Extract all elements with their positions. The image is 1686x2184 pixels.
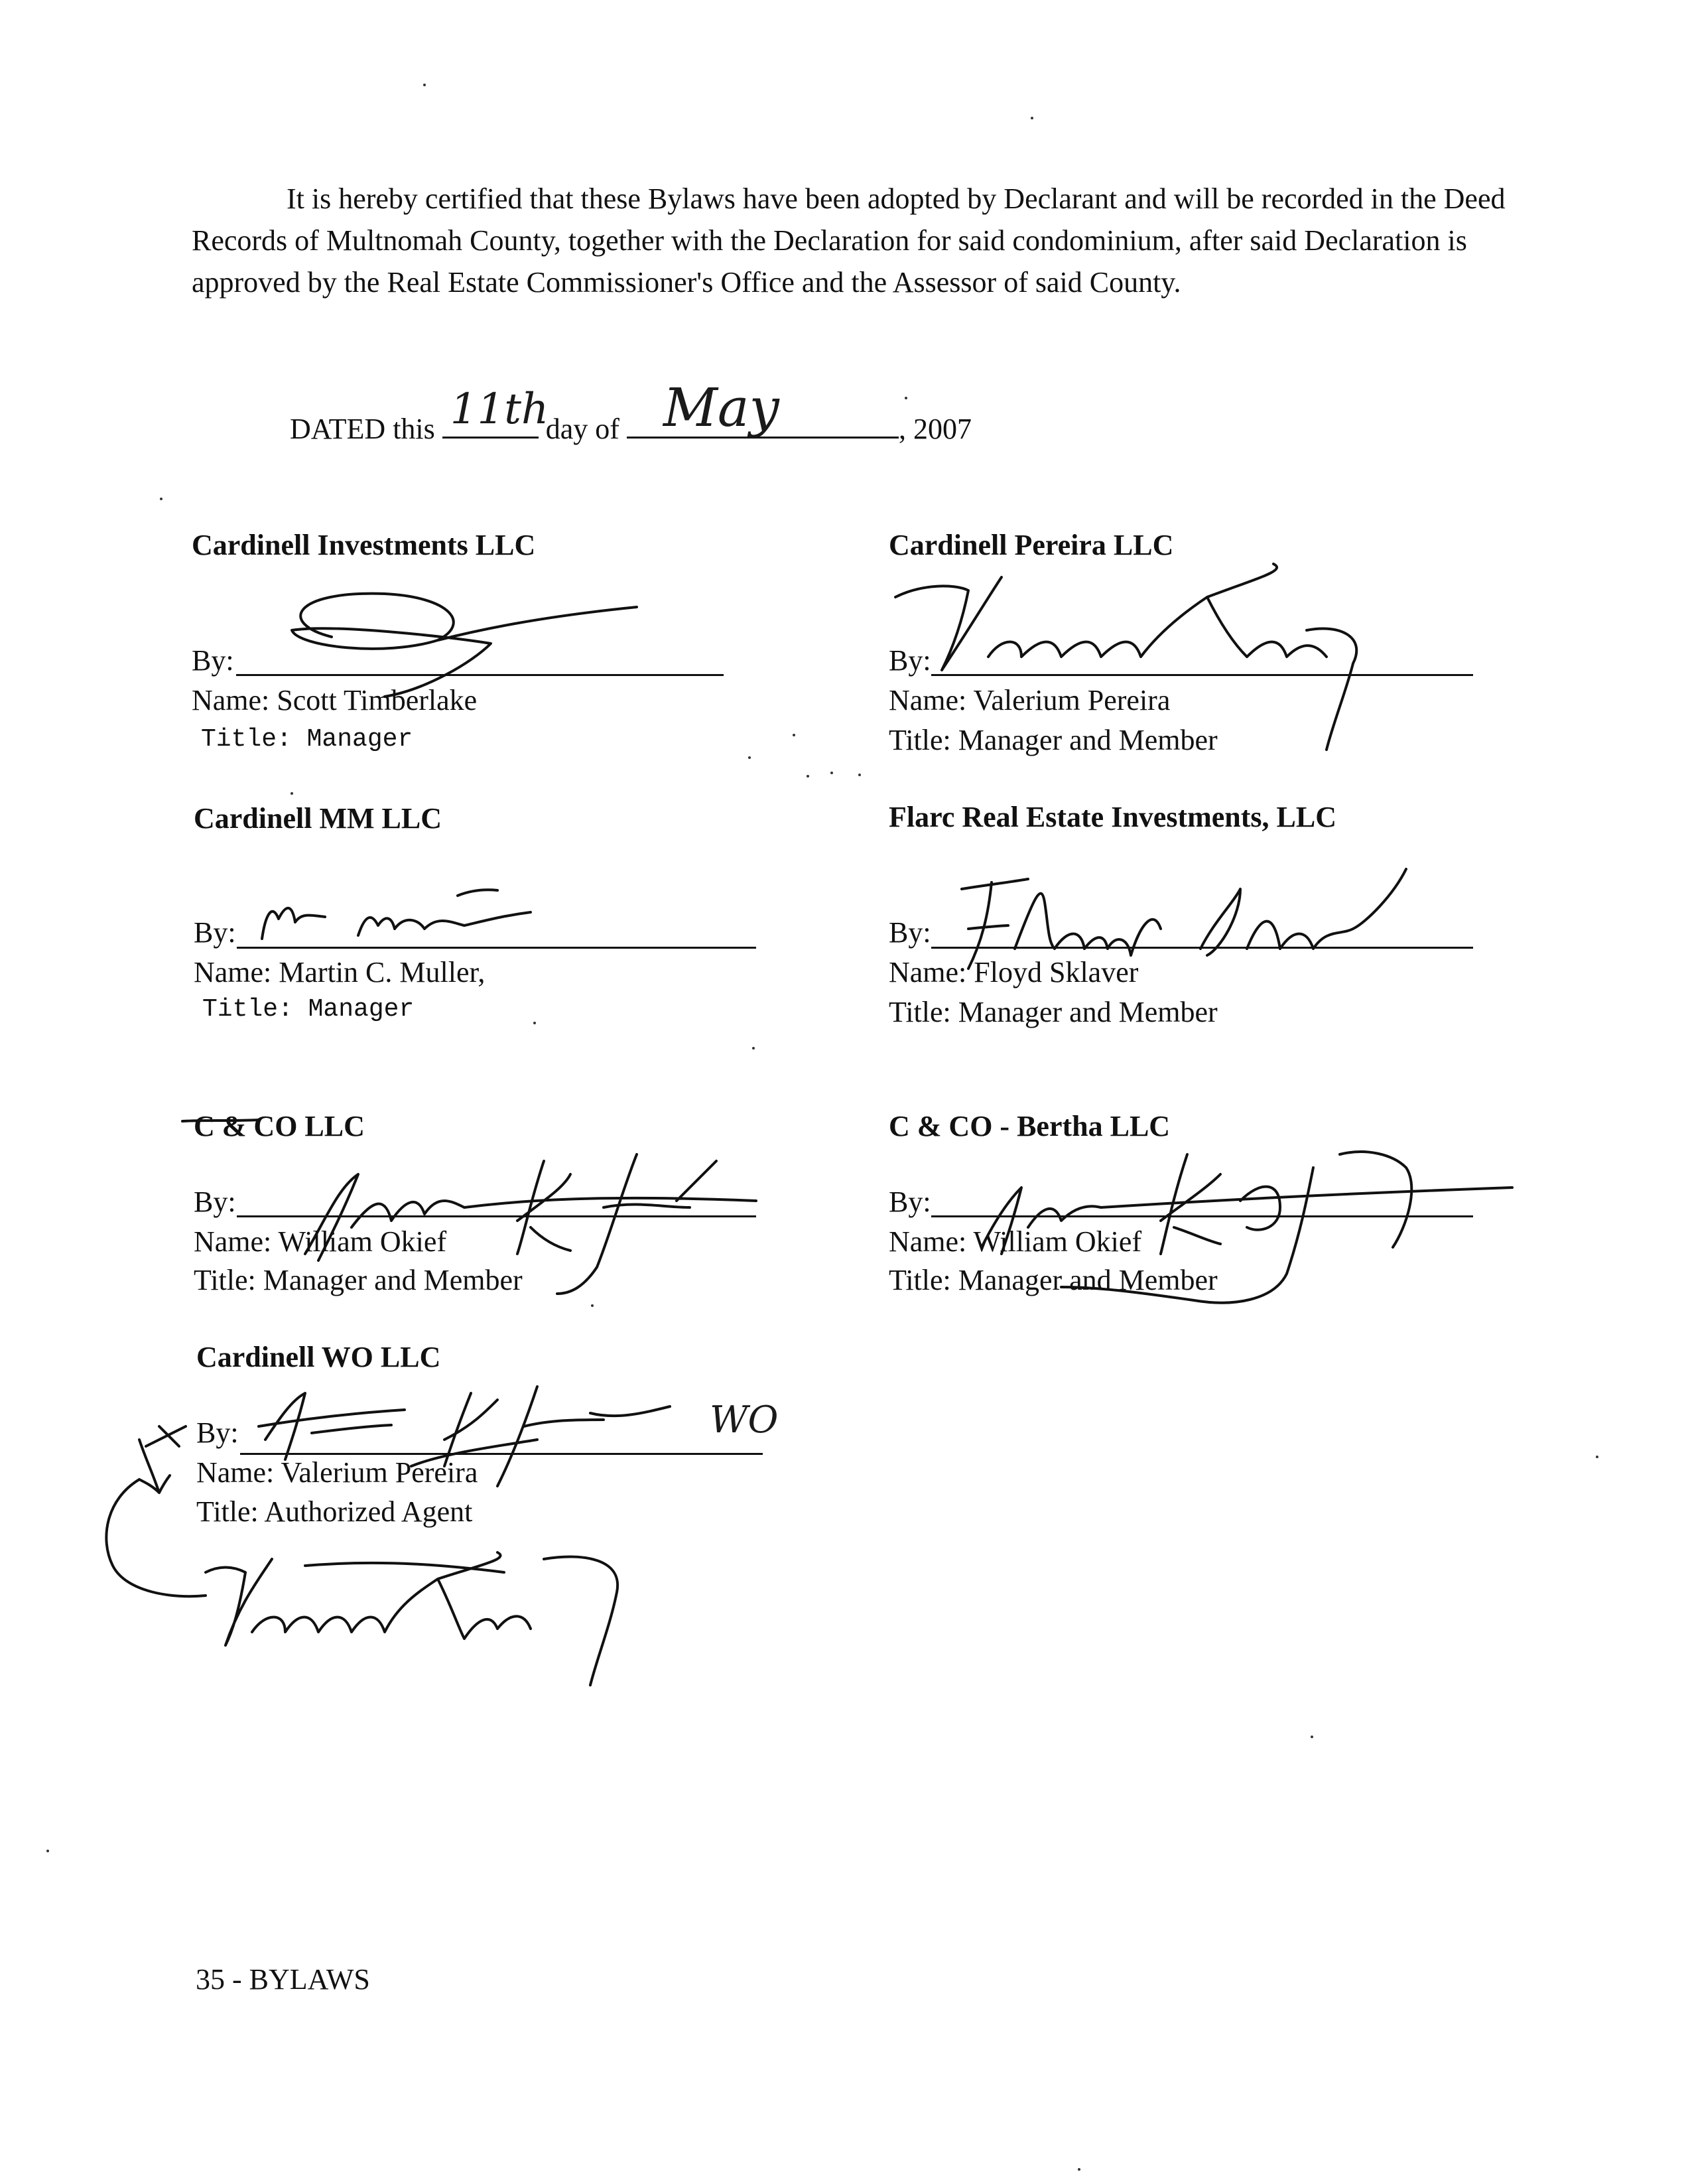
signer-name: Name: Valerium Pereira [196,1456,478,1489]
entity-c-and-co-bertha: C & CO - Bertha LLC [889,1110,1171,1142]
by-label: By: [889,916,931,949]
signer-title: Title: Authorized Agent [196,1495,473,1528]
dated-suffix: , 2007 [898,413,972,445]
wo-annotation: WO [710,1399,779,1442]
by-label: By: [194,1186,236,1218]
day-handwritten: 11th [450,385,549,434]
signer-title: Title: Manager and Member [889,724,1218,756]
by-label: By: [194,916,236,949]
month-handwritten: May [663,377,779,439]
signer-name: Name: William Okief [194,1225,447,1258]
entity-cardinell-mm: Cardinell MM LLC [194,802,442,835]
entity-cardinell-wo: Cardinell WO LLC [196,1341,441,1373]
entity-cardinell-pereira: Cardinell Pereira LLC [889,529,1174,561]
signer-title: Title: Manager and Member [889,1264,1218,1296]
signer-name: Name: Valerium Pereira [889,684,1171,717]
entity-cardinell-investments: Cardinell Investments LLC [192,529,536,561]
by-label: By: [192,644,234,677]
signer-name: Name: Martin C. Muller, [194,956,486,989]
page-footer: 35 - BYLAWS [196,1963,370,1996]
signer-title: Title: Manager [201,725,413,754]
signer-title: Title: Manager [202,995,415,1024]
signer-name: Name: Floyd Sklaver [889,956,1139,989]
certification-text: It is hereby certified that these Bylaws have been adopted by Declarant and will be recorded in the Deed Records of Multnomah County, together with the Declaration for said condominium, after said Declaration is approved by the Real Estate Commissioner's Office and the Assessor of said County. [192,182,1506,299]
dated-middle: day of [545,413,619,445]
signer-name: Name: Scott Timberlake [192,684,478,717]
signer-title: Title: Manager and Member [889,996,1218,1028]
by-label: By: [889,644,931,677]
by-label: By: [889,1186,931,1218]
dated-prefix: DATED this [290,413,435,445]
entity-flarc-real-estate: Flarc Real Estate Investments, LLC [889,801,1336,833]
entity-c-and-co: C & CO LLC [194,1110,365,1142]
by-label: By: [196,1416,239,1449]
signer-name: Name: William Okief [889,1225,1142,1258]
signer-title: Title: Manager and Member [194,1264,523,1296]
